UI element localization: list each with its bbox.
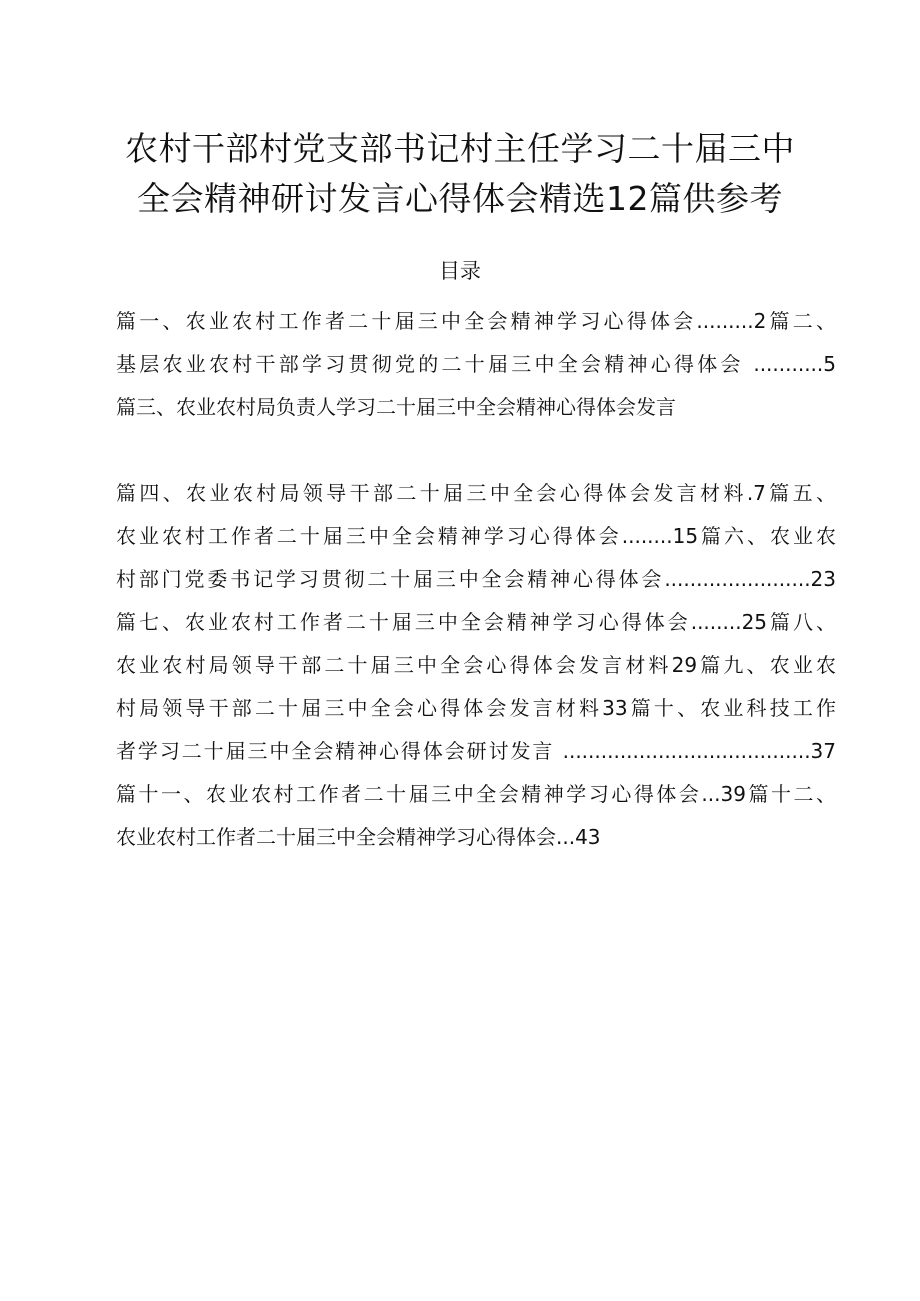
toc-line: 农业农村工作者二十届三中全会精神学习心得体会...43	[116, 825, 601, 849]
title-line: 全会精神研讨发言心得体会精选12篇供参考	[137, 179, 783, 218]
toc-line: 篇十一、农业农村工作者二十届三中全会精神学习心得体会...39篇十二、	[116, 782, 836, 806]
toc-line: 村局领导干部二十届三中全会心得体会发言材料33篇十、农业科技工作	[116, 696, 836, 720]
toc-heading: 目录	[439, 259, 481, 283]
title-line: 农村干部村党支部书记村主任学习二十届三中	[125, 129, 795, 168]
toc-line: 篇三、农业农村局负责人学习二十届三中全会精神心得体会发言	[116, 395, 676, 419]
toc-line: 农业农村工作者二十届三中全会精神学习心得体会........15篇六、农业农	[116, 524, 836, 548]
toc-line: 篇一、农业农村工作者二十届三中全会精神学习心得体会.........2篇二、	[116, 309, 836, 333]
toc-line: 村部门党委书记学习贯彻二十届三中全会精神心得体会.......................23	[116, 567, 836, 591]
document-title	[60, 124, 860, 224]
toc-line: 篇七、农业农村工作者二十届三中全会精神学习心得体会........25篇八、	[116, 610, 836, 634]
toc-line: 农业农村局领导干部二十届三中全会心得体会发言材料29篇九、农业农	[116, 653, 836, 677]
toc-line: 篇四、农业农村局领导干部二十届三中全会心得体会发言材料.7篇五、	[116, 481, 836, 505]
toc-line: 者学习二十届三中全会精神心得体会研讨发言 .......................................37	[116, 739, 836, 763]
toc-group-1	[116, 300, 836, 429]
toc-group-2	[116, 472, 836, 859]
toc-line: 基层农业农村干部学习贯彻党的二十届三中全会精神心得体会 ...........5	[116, 352, 836, 376]
